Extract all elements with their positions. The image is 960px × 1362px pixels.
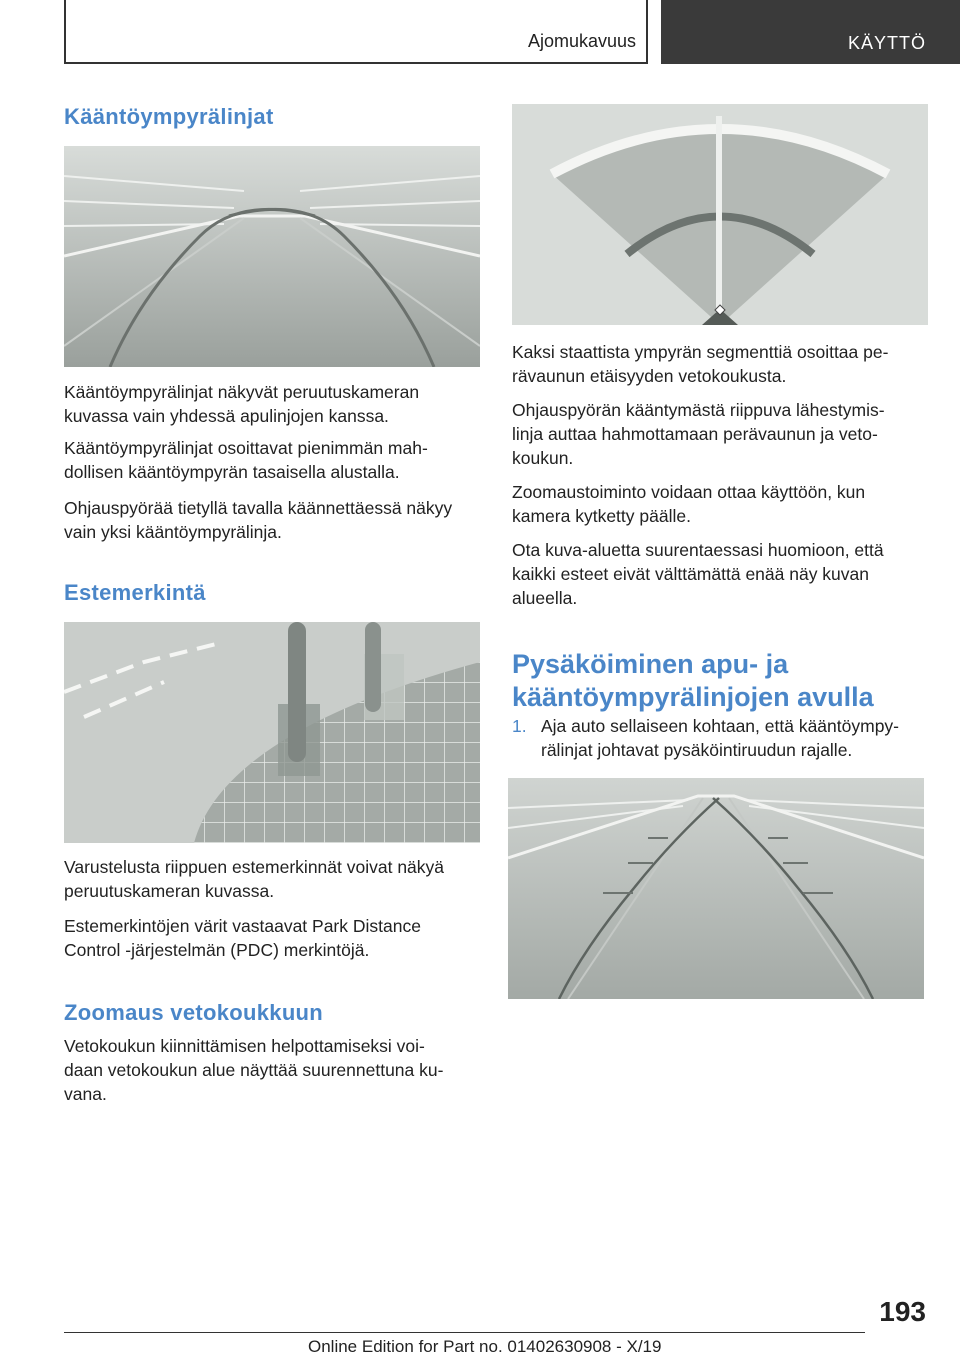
footer-edition: Online Edition for Part no. 01402630908 - X/19 xyxy=(308,1337,662,1356)
figure-obstacle-marking xyxy=(64,622,480,843)
text-line: dollisen kääntöympyrän tasaisella alustalla. xyxy=(64,462,400,482)
chapter-title: KÄYTTÖ xyxy=(847,33,926,53)
text-line: linja auttaa hahmottamaan perävaunun ja veto‐ xyxy=(512,424,878,444)
text-line: vana. xyxy=(64,1084,107,1104)
text-line: Varustelusta riippuen estemerkinnät voivat näkyä xyxy=(64,857,445,877)
text-line: vain yksi kääntöympyrälinja. xyxy=(64,522,282,542)
heading-parking-assist-lines xyxy=(512,648,874,714)
paragraph-r4 xyxy=(512,538,884,610)
step-text xyxy=(541,714,899,762)
text-line: peruutuskameran kuvassa. xyxy=(64,881,275,901)
page-number: 193 xyxy=(879,1296,926,1327)
text-line: Kääntöympyrälinjat näkyvät peruutuskameran xyxy=(64,382,420,402)
heading-zoom-tow-hitch: Zoomaus vetokoukkuun xyxy=(64,1000,324,1025)
text-line: rävaunun etäisyyden vetokoukusta. xyxy=(512,366,787,386)
figure-turning-circle-lines xyxy=(64,146,480,367)
paragraph-6 xyxy=(64,1034,443,1106)
text-line: Control ‑järjestelmän (PDC) merkintöjä. xyxy=(64,940,370,960)
paragraph-1 xyxy=(64,380,419,428)
paragraph-r1 xyxy=(512,340,888,388)
text-line: koukun. xyxy=(512,448,574,468)
text-line: Kääntöympyrälinjat osoittavat pienimmän mah‐ xyxy=(64,438,428,458)
text-line: Aja auto sellaiseen kohtaan, että kääntöympy‐ xyxy=(541,716,899,736)
paragraph-5 xyxy=(64,914,421,962)
text-line: alueella. xyxy=(512,588,578,608)
text-line: Ohjauspyörää tietyllä tavalla käännettäessä näkyy xyxy=(64,498,453,518)
step-number: 1. xyxy=(512,716,527,736)
text-line: rälinjat johtavat pysäköintiruudun rajalle. xyxy=(541,740,853,760)
heading-turning-circle-lines: Kääntöympyrälinjat xyxy=(64,104,274,129)
text-line: Ota kuva-aluetta suurentaessasi huomioon, että xyxy=(512,540,884,560)
heading-line: Pysäköiminen apu- ja xyxy=(512,649,789,679)
text-line: Vetokoukun kiinnittämisen helpottamiseksi voi‐ xyxy=(64,1036,425,1056)
text-line: kaikki esteet eivät välttämättä enää näy kuvan xyxy=(512,564,870,584)
section-title: Ajomukavuus xyxy=(527,31,636,51)
text-line: Kaksi staattista ympyrän segmenttiä osoittaa pe‐ xyxy=(512,342,889,362)
figure-parking-lines xyxy=(508,778,924,999)
text-line: kamera kytketty päälle. xyxy=(512,506,691,526)
paragraph-3 xyxy=(64,496,452,544)
paragraph-r2 xyxy=(512,398,885,470)
heading-line: kääntöympyrälinjojen avulla xyxy=(512,682,874,712)
section-header-box xyxy=(64,0,648,64)
text-line: kuvassa vain yhdessä apulinjojen kanssa. xyxy=(64,406,389,426)
chapter-tab xyxy=(661,0,960,64)
heading-obstacle-marking: Estemerkintä xyxy=(64,580,206,605)
text-line: daan vetokoukun alue näyttää suurennettuna ku‐ xyxy=(64,1060,444,1080)
figure-tow-hitch-zoom xyxy=(512,104,928,325)
text-line: Zoomaustoiminto voidaan ottaa käyttöön, kun xyxy=(512,482,866,502)
text-line: Ohjauspyörän kääntymästä riippuva lähestymis‐ xyxy=(512,400,885,420)
paragraph-2 xyxy=(64,436,428,484)
text-line: Estemerkintöjen värit vastaavat Park Distance xyxy=(64,916,421,936)
paragraph-r3 xyxy=(512,480,865,528)
paragraph-4 xyxy=(64,855,444,903)
footer-divider xyxy=(64,1332,865,1333)
